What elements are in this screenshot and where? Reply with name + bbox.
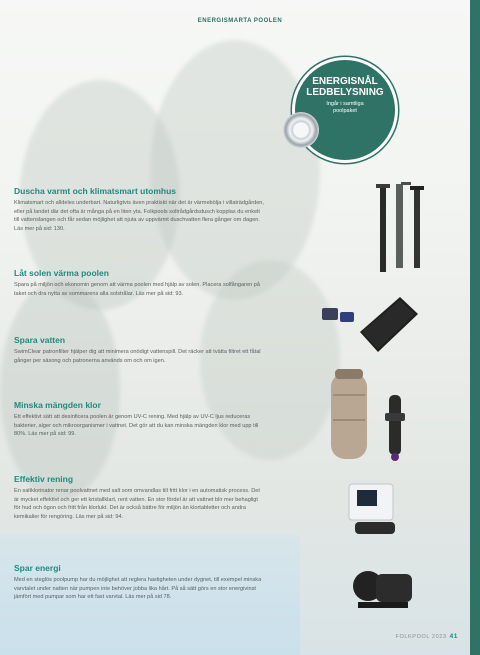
section-chlorine xyxy=(14,400,264,439)
section-text: SwimClear patronfilter hjälper dig att minimera onödigt vattenspill. Det räcker att tvätta filtret ett fåtal gånger per säsong och patronerna används om och om igen. xyxy=(14,349,261,364)
section-header: ENERGISMARTA POOLEN xyxy=(197,18,283,24)
shower-image xyxy=(370,180,430,275)
salt-chlorinator-image xyxy=(345,480,405,540)
section-text: Ett effektivt sätt att desinficera poolen är genom UV-C rening. Med hjälp av UV-C ljus reduceras bakterier, alger och mikroorganismer i vattnet. Det gör att du kan minska mängden klor med upp till 80%. Läs mer på sid: 99. xyxy=(14,414,259,438)
section-title: Spara vatten xyxy=(14,335,66,345)
section-title: Spar energi xyxy=(14,563,61,573)
solar-heater-image xyxy=(320,292,420,362)
badge-title-line1: ENERGISNÅL xyxy=(312,76,378,87)
badge-title-line2: LEDBELYSNING xyxy=(306,87,384,98)
pool-pump-image xyxy=(350,560,420,615)
accent-bar xyxy=(470,0,480,655)
section-shower xyxy=(14,186,264,233)
filter-and-uv-image xyxy=(325,365,430,475)
section-text: En saltklorinator renar poolvattnet med salt som omvandlas till fritt klor i en automatisk process. Det är mycket effektivt och ger ett kristallklart, rent vatten. En stor fördel är att vattnet blir mer behagligt för hud och ögon och fritt från klorlukt. Det är också bättre för miljön än klortabletter och andra kemikalier för rengöring. Läs mer på sid: 94. xyxy=(14,488,260,520)
section-text: Klimatsmart och alldeles underbart. Naturligtvis även praktiskt när det är värmebölja i villaträdgården, eller på landet där det ofta är många på en liten yta. Folkpools soltrådgårdsdusch kopplas du enkelt till vattenslangen och får sedan möjlighet att njuta av uppvärmt duschvatten flera gånger om dagen. Läs mer på sid: 130. xyxy=(14,200,264,232)
section-title: Effektiv rening xyxy=(14,474,74,484)
section-water xyxy=(14,335,264,365)
section-text: Med en steglös poolpump har du möjlighet att reglera hastigheten under dygnet, till exempel minska varvtalet under natten när pumpen inte behöver jobba lika hårt. På så sätt görs en stor energivinst jämfört med pumpar som har ett fast varvtal. Läs mer på sid 78. xyxy=(14,577,262,601)
led-light-image xyxy=(283,112,319,148)
section-text: Spara på miljön och ekonomin genom att värma poolen med hjälp av solen. Placera solfångaren på taket och dra nytta av sommarens alla solstrålar. Läs mer på sid: 93. xyxy=(14,282,260,297)
section-title: Låt solen värma poolen xyxy=(14,268,109,278)
section-solar xyxy=(14,268,264,298)
footer-brand: FOLKPOOL 2023 xyxy=(395,634,447,640)
section-cleaning xyxy=(14,474,264,521)
led-badge xyxy=(292,57,398,163)
section-energy xyxy=(14,563,264,602)
badge-subtitle-line2: poolpaket xyxy=(333,108,357,114)
section-title: Minska mängden klor xyxy=(14,400,101,410)
page-number: 41 xyxy=(449,633,458,640)
badge-subtitle-line1: Ingår i samtliga xyxy=(326,101,364,107)
footer xyxy=(396,633,458,640)
section-title: Duscha varmt och klimatsmart utomhus xyxy=(14,186,177,196)
